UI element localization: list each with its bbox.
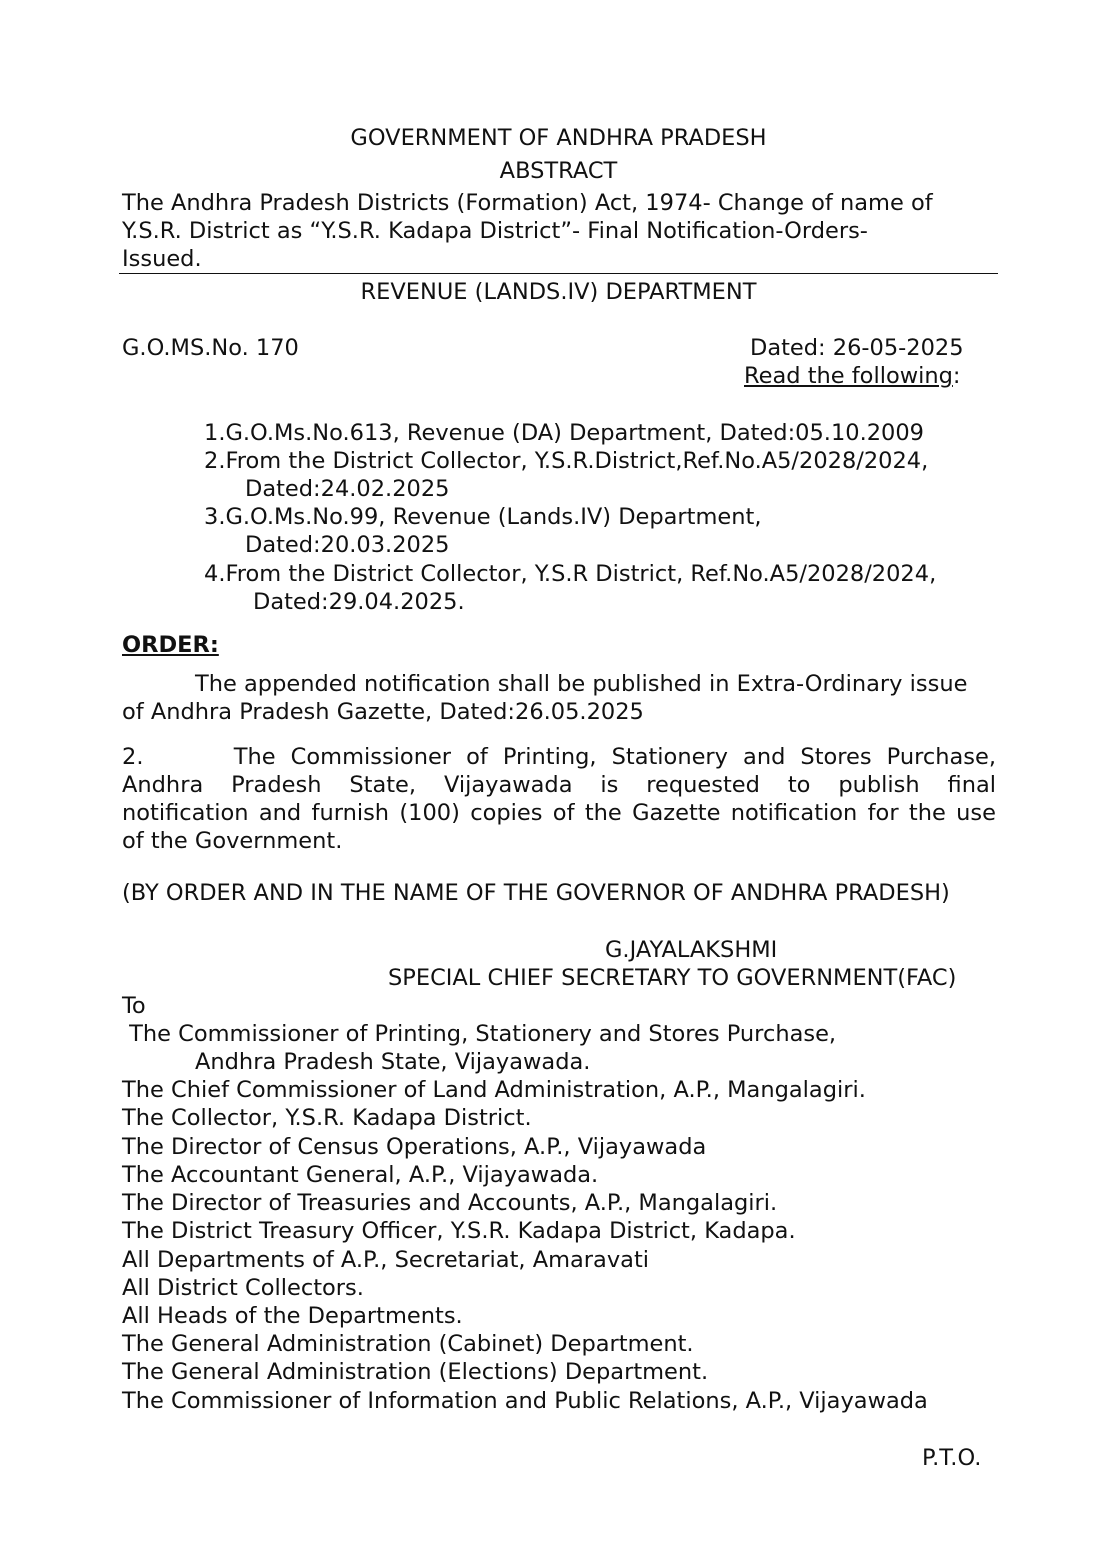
by-order-line: (BY ORDER AND IN THE NAME OF THE GOVERNOR OF ANDHRA PRADESH): [122, 880, 950, 906]
signatory-name: G.JAYALAKSHMI: [605, 937, 778, 963]
order-paragraph-2-line: notification and furnish (100) copies of the Gazette notification for the use: [122, 800, 996, 826]
government-title: GOVERNMENT OF ANDHRA PRADESH: [350, 125, 767, 151]
recipient-item: All District Collectors.: [122, 1275, 364, 1301]
recipient-item: The District Treasury Officer, Y.S.R. Kadapa District, Kadapa.: [122, 1218, 796, 1244]
recipient-item: The Collector, Y.S.R. Kadapa District.: [122, 1105, 532, 1131]
department-title: REVENUE (LANDS.IV) DEPARTMENT: [360, 279, 757, 305]
to-label: To: [122, 993, 146, 1019]
order-paragraph-2-line: 2. The Commissioner of Printing, Stationery and Stores Purchase,: [122, 744, 996, 770]
pto-marker: P.T.O.: [922, 1445, 982, 1471]
recipient-item: The Commissioner of Information and Public Relations, A.P., Vijayawada: [122, 1388, 928, 1414]
recipient-item: The Chief Commissioner of Land Administration, A.P., Mangalagiri.: [122, 1077, 866, 1103]
abstract-subject: [122, 189, 1002, 273]
read-following-colon: :: [952, 363, 961, 389]
reference-item-continuation: Dated:29.04.2025.: [253, 589, 465, 615]
order-paragraph-2-line: of the Government.: [122, 828, 343, 854]
read-following-text: Read the following: [744, 363, 953, 389]
reference-item: 3.G.O.Ms.No.99, Revenue (Lands.IV) Department,: [204, 504, 762, 530]
reference-item: 2.From the District Collector, Y.S.R.District,Ref.No.A5/2028/2024,: [204, 448, 929, 474]
abstract-line: The Andhra Pradesh Districts (Formation) Act, 1974- Change of name of: [122, 190, 933, 216]
recipient-item: All Departments of A.P., Secretariat, Amaravati: [122, 1247, 650, 1273]
reference-item: 4.From the District Collector, Y.S.R District, Ref.No.A5/2028/2024,: [204, 561, 937, 587]
recipient-item: The General Administration (Elections) Department.: [122, 1359, 709, 1385]
order-paragraph-1-line: of Andhra Pradesh Gazette, Dated:26.05.2025: [122, 699, 644, 725]
recipient-item: The General Administration (Cabinet) Department.: [122, 1331, 694, 1357]
abstract-heading: ABSTRACT: [499, 158, 618, 184]
abstract-line: Y.S.R. District as “Y.S.R. Kadapa District”- Final Notification-Orders-: [122, 218, 868, 244]
recipient-item: The Accountant General, A.P., Vijayawada.: [122, 1162, 599, 1188]
abstract-line: Issued.: [122, 246, 202, 272]
reference-item-continuation: Dated:20.03.2025: [245, 532, 450, 558]
order-paragraph-1-line: The appended notification shall be published in Extra-Ordinary issue: [195, 671, 968, 697]
recipient-item-continuation: Andhra Pradesh State, Vijayawada.: [195, 1049, 591, 1075]
reference-item: 1.G.O.Ms.No.613, Revenue (DA) Department, Dated:05.10.2009: [204, 420, 924, 446]
recipient-item: The Commissioner of Printing, Stationery and Stores Purchase,: [122, 1021, 837, 1047]
order-paragraph-1: [122, 670, 996, 726]
header-divider: [119, 273, 998, 274]
go-number: G.O.MS.No. 170: [122, 335, 299, 361]
order-heading: ORDER:: [122, 632, 219, 658]
order-paragraph-2-line: Andhra Pradesh State, Vijayawada is requested to publish final: [122, 772, 996, 798]
read-following-label: [744, 362, 961, 390]
recipient-item: All Heads of the Departments.: [122, 1303, 463, 1329]
order-paragraph-2: [122, 743, 996, 855]
recipient-item: The Director of Census Operations, A.P., Vijayawada: [122, 1134, 707, 1160]
recipient-item: The Director of Treasuries and Accounts, A.P., Mangalagiri.: [122, 1190, 778, 1216]
go-date: Dated: 26-05-2025: [750, 335, 964, 361]
reference-item-continuation: Dated:24.02.2025: [245, 476, 450, 502]
signatory-designation: SPECIAL CHIEF SECRETARY TO GOVERNMENT(FAC): [388, 965, 957, 991]
